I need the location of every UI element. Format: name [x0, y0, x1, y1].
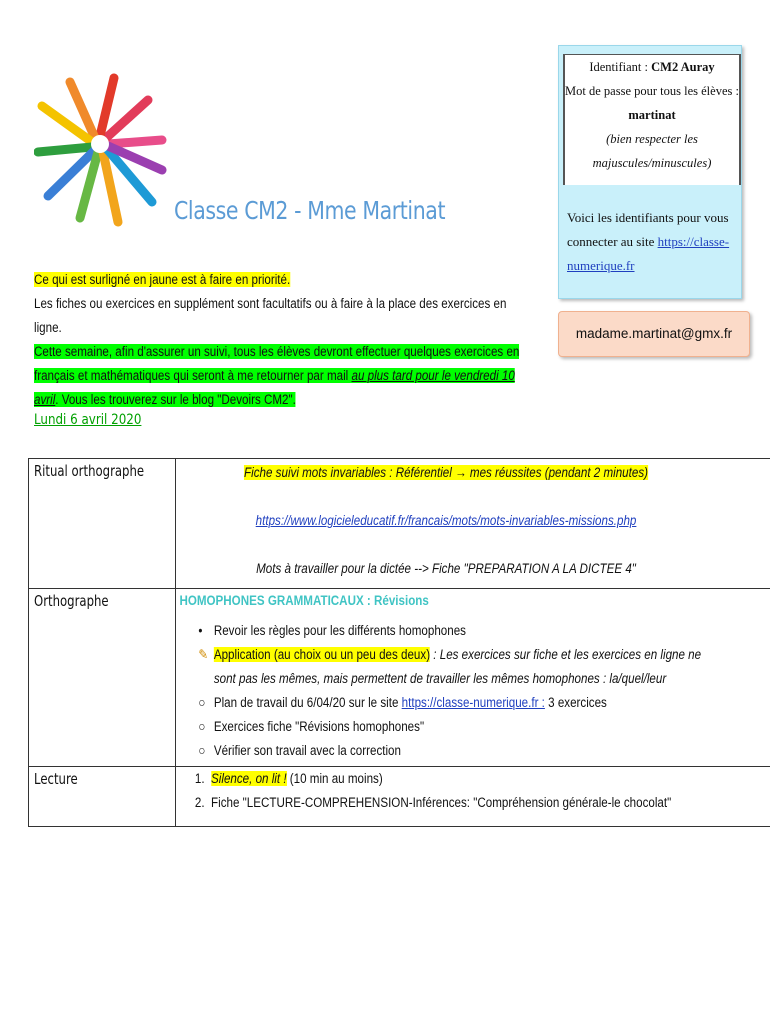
subject-cell: Ritual orthographe — [29, 459, 176, 589]
case-note-1: (bien respecter les — [606, 132, 698, 146]
lecture-list — [176, 767, 716, 815]
dictation-note: Mots à travailler pour la dictée --> Fiche "PREPARATION A LA DICTEE 4" — [256, 561, 637, 576]
table-row — [29, 459, 770, 589]
optional-note: Les fiches ou exercices en supplément sont facultatifs ou à faire à la place des exercices en ligne. — [34, 296, 507, 335]
case-note-2: majuscules/minuscules) — [592, 156, 712, 170]
day-heading: Lundi 6 avril 2020 — [34, 412, 142, 428]
subject-cell: Orthographe — [29, 589, 176, 767]
class-title: Classe CM2 - Mme Martinat — [174, 196, 446, 225]
circle-bullet-icon: ○ — [198, 743, 206, 758]
identifier-line: Identifiant : CM2 Auray — [589, 60, 715, 74]
intro-text — [34, 268, 537, 412]
list-item: ○ Plan de travail du 6/04/20 sur le site https://classe-numerique.fr : 3 exercices — [199, 691, 720, 715]
identifier-value: CM2 Auray — [651, 60, 715, 74]
email-badge[interactable]: madame.martinat@gmx.fr — [558, 311, 750, 357]
login-info-box — [558, 45, 742, 299]
password-value: martinat — [628, 108, 676, 122]
table-row — [29, 767, 770, 827]
subject-cell: Lecture — [29, 767, 176, 827]
weekly-instructions: Cette semaine, afin d'assurer un suivi, tous les élèves devront effectuer quelques exercices en français et mathématiques qui seront à me retourner par mail au plus tard pour le vendredi 10 avril. Vous les trouverez sur le blog "Devoirs CM2". — [34, 344, 520, 407]
table-row — [29, 589, 770, 767]
ritual-task: Fiche suivi mots invariables : Référentiel → mes réussites (pendant 2 minutes) — [244, 465, 649, 480]
colored-pencils-image — [34, 62, 168, 232]
ortho-heading: HOMOPHONES GRAMMATICAUX : Révisions — [179, 593, 430, 608]
classe-numerique-link[interactable]: https://classe-numerique.fr — [567, 234, 730, 273]
password-label: Mot de passe pour tous les élèves : — [565, 84, 739, 98]
circle-bullet-icon: ○ — [198, 719, 206, 734]
list-item: ✎ Application (au choix ou un peu des deux) : Les exercices sur fiche et les exercices en ligne ne sont pas les mêmes, mais permettent de travailler les mêmes homophones : la/quel/leur — [199, 643, 720, 691]
invariables-link[interactable]: https://www.logicieleducatif.fr/francais/mots/mots-invariables-missions.php — [255, 513, 637, 528]
priority-note: Ce qui est surligné en jaune est à faire en priorité. — [34, 272, 291, 287]
site-info: Voici les identifiants pour vous connecter au site https://classe-numerique.fr — [567, 210, 730, 273]
credentials-panel — [563, 54, 741, 185]
pencil-bullet-icon: ✎ — [198, 647, 209, 662]
ortho-list — [180, 619, 720, 763]
classe-numerique-link[interactable]: https://classe-numerique.fr : — [401, 695, 546, 710]
bullet-icon: • — [198, 623, 203, 638]
list-item: • Revoir les règles pour les différents homophones — [199, 619, 720, 643]
circle-bullet-icon: ○ — [198, 695, 206, 710]
schedule-table — [28, 458, 770, 827]
list-item: ○ Vérifier son travail avec la correction — [199, 739, 720, 763]
list-item: ○ Exercices fiche "Révisions homophones" — [199, 715, 720, 739]
list-item: 1. Silence, on lit ! (10 min au moins) — [195, 771, 383, 786]
list-item: 2. Fiche "LECTURE-COMPREHENSION-Inférences: "Compréhension générale-le chocolat" — [195, 795, 672, 810]
